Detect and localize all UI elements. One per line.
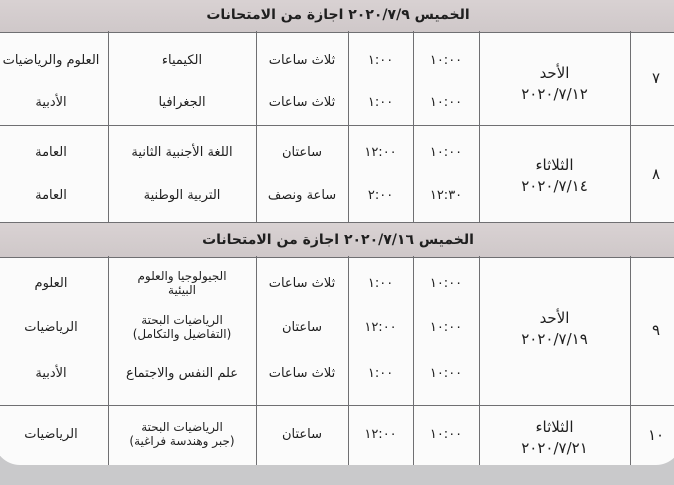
subject-cell: الكيمياء bbox=[161, 52, 203, 68]
holiday-row-1: الخميس ٢٠٢٠/٧/٩ اجازة من الامتحانات bbox=[0, 0, 674, 33]
day-date: ٢٠٢٠/٧/١٩ bbox=[521, 329, 588, 348]
day-date: ٢٠٢٠/٧/١٤ bbox=[521, 176, 588, 195]
row-number: ٨ bbox=[651, 164, 661, 183]
section-cell: العلوم والرياضيات bbox=[2, 52, 100, 68]
subject-cell: الجيولوجيا والعلوم البيئية bbox=[137, 269, 227, 297]
day-date: ٢٠٢٠/٧/٢١ bbox=[521, 438, 588, 457]
day-name: الأحد bbox=[539, 308, 570, 327]
subject-cell: الرياضيات البحتة (جبر وهندسة فراغية) bbox=[129, 420, 235, 448]
duration-cell: ثلاث ساعات bbox=[268, 52, 336, 68]
duration-cell: ساعة ونصف bbox=[267, 187, 337, 203]
duration-cell: ثلاث ساعات bbox=[268, 94, 336, 110]
end-time-cell: ١:٠٠ bbox=[367, 52, 394, 68]
subject-cell: الرياضيات البحتة (التفاضيل والتكامل) bbox=[132, 313, 232, 341]
duration-cell: ثلاث ساعات bbox=[268, 275, 336, 291]
subject-cell: الجغرافيا bbox=[158, 94, 206, 110]
section-cell: الأدبية bbox=[35, 365, 67, 381]
row-divider bbox=[0, 405, 674, 406]
subject-cell: التربية الوطنية bbox=[143, 187, 221, 203]
start-time-cell: ١٠:٠٠ bbox=[429, 275, 463, 291]
end-time-cell: ١:٠٠ bbox=[367, 94, 394, 110]
day-name: الثلاثاء bbox=[535, 417, 574, 436]
duration-cell: ساعتان bbox=[281, 426, 323, 442]
row-number: ٩ bbox=[651, 321, 661, 339]
start-time-cell: ١٠:٠٠ bbox=[429, 52, 463, 68]
start-time-cell: ١٠:٠٠ bbox=[429, 426, 463, 442]
start-time-cell: ١٢:٣٠ bbox=[429, 187, 463, 203]
duration-cell: ساعتان bbox=[281, 319, 323, 335]
section-cell: العلوم bbox=[34, 275, 68, 291]
end-time-cell: ١:٠٠ bbox=[367, 365, 394, 381]
day-name: الثلاثاء bbox=[535, 155, 574, 174]
holiday-row-2: الخميس ٢٠٢٠/٧/١٦ اجازة من الامتحانات bbox=[0, 222, 674, 258]
day-name: الأحد bbox=[539, 63, 570, 82]
row-number: ١٠ bbox=[647, 426, 665, 444]
section-cell: العامة bbox=[35, 187, 67, 203]
day-date: ٢٠٢٠/٧/١٢ bbox=[521, 84, 588, 103]
end-time-cell: ١٢:٠٠ bbox=[364, 426, 397, 442]
row-number: ٧ bbox=[651, 68, 661, 87]
row-divider bbox=[0, 125, 674, 126]
section-cell: الرياضيات bbox=[24, 426, 78, 442]
start-time-cell: ١٠:٠٠ bbox=[429, 319, 463, 335]
end-time-cell: ١:٠٠ bbox=[367, 275, 394, 291]
section-cell: العامة bbox=[35, 144, 67, 160]
start-time-cell: ١٠:٠٠ bbox=[429, 144, 463, 160]
start-time-cell: ١٠:٠٠ bbox=[429, 94, 463, 110]
start-time-cell: ١٠:٠٠ bbox=[429, 365, 463, 381]
subject-cell: علم النفس والاجتماع bbox=[125, 365, 239, 381]
section-cell: الأدبية bbox=[35, 94, 67, 110]
end-time-cell: ١٢:٠٠ bbox=[364, 144, 397, 160]
section-cell: الرياضيات bbox=[24, 319, 78, 335]
duration-cell: ثلاث ساعات bbox=[268, 365, 336, 381]
duration-cell: ساعتان bbox=[281, 144, 323, 160]
end-time-cell: ١٢:٠٠ bbox=[364, 319, 397, 335]
subject-cell: اللغة الأجنبية الثانية bbox=[131, 144, 233, 160]
end-time-cell: ٢:٠٠ bbox=[367, 187, 394, 203]
